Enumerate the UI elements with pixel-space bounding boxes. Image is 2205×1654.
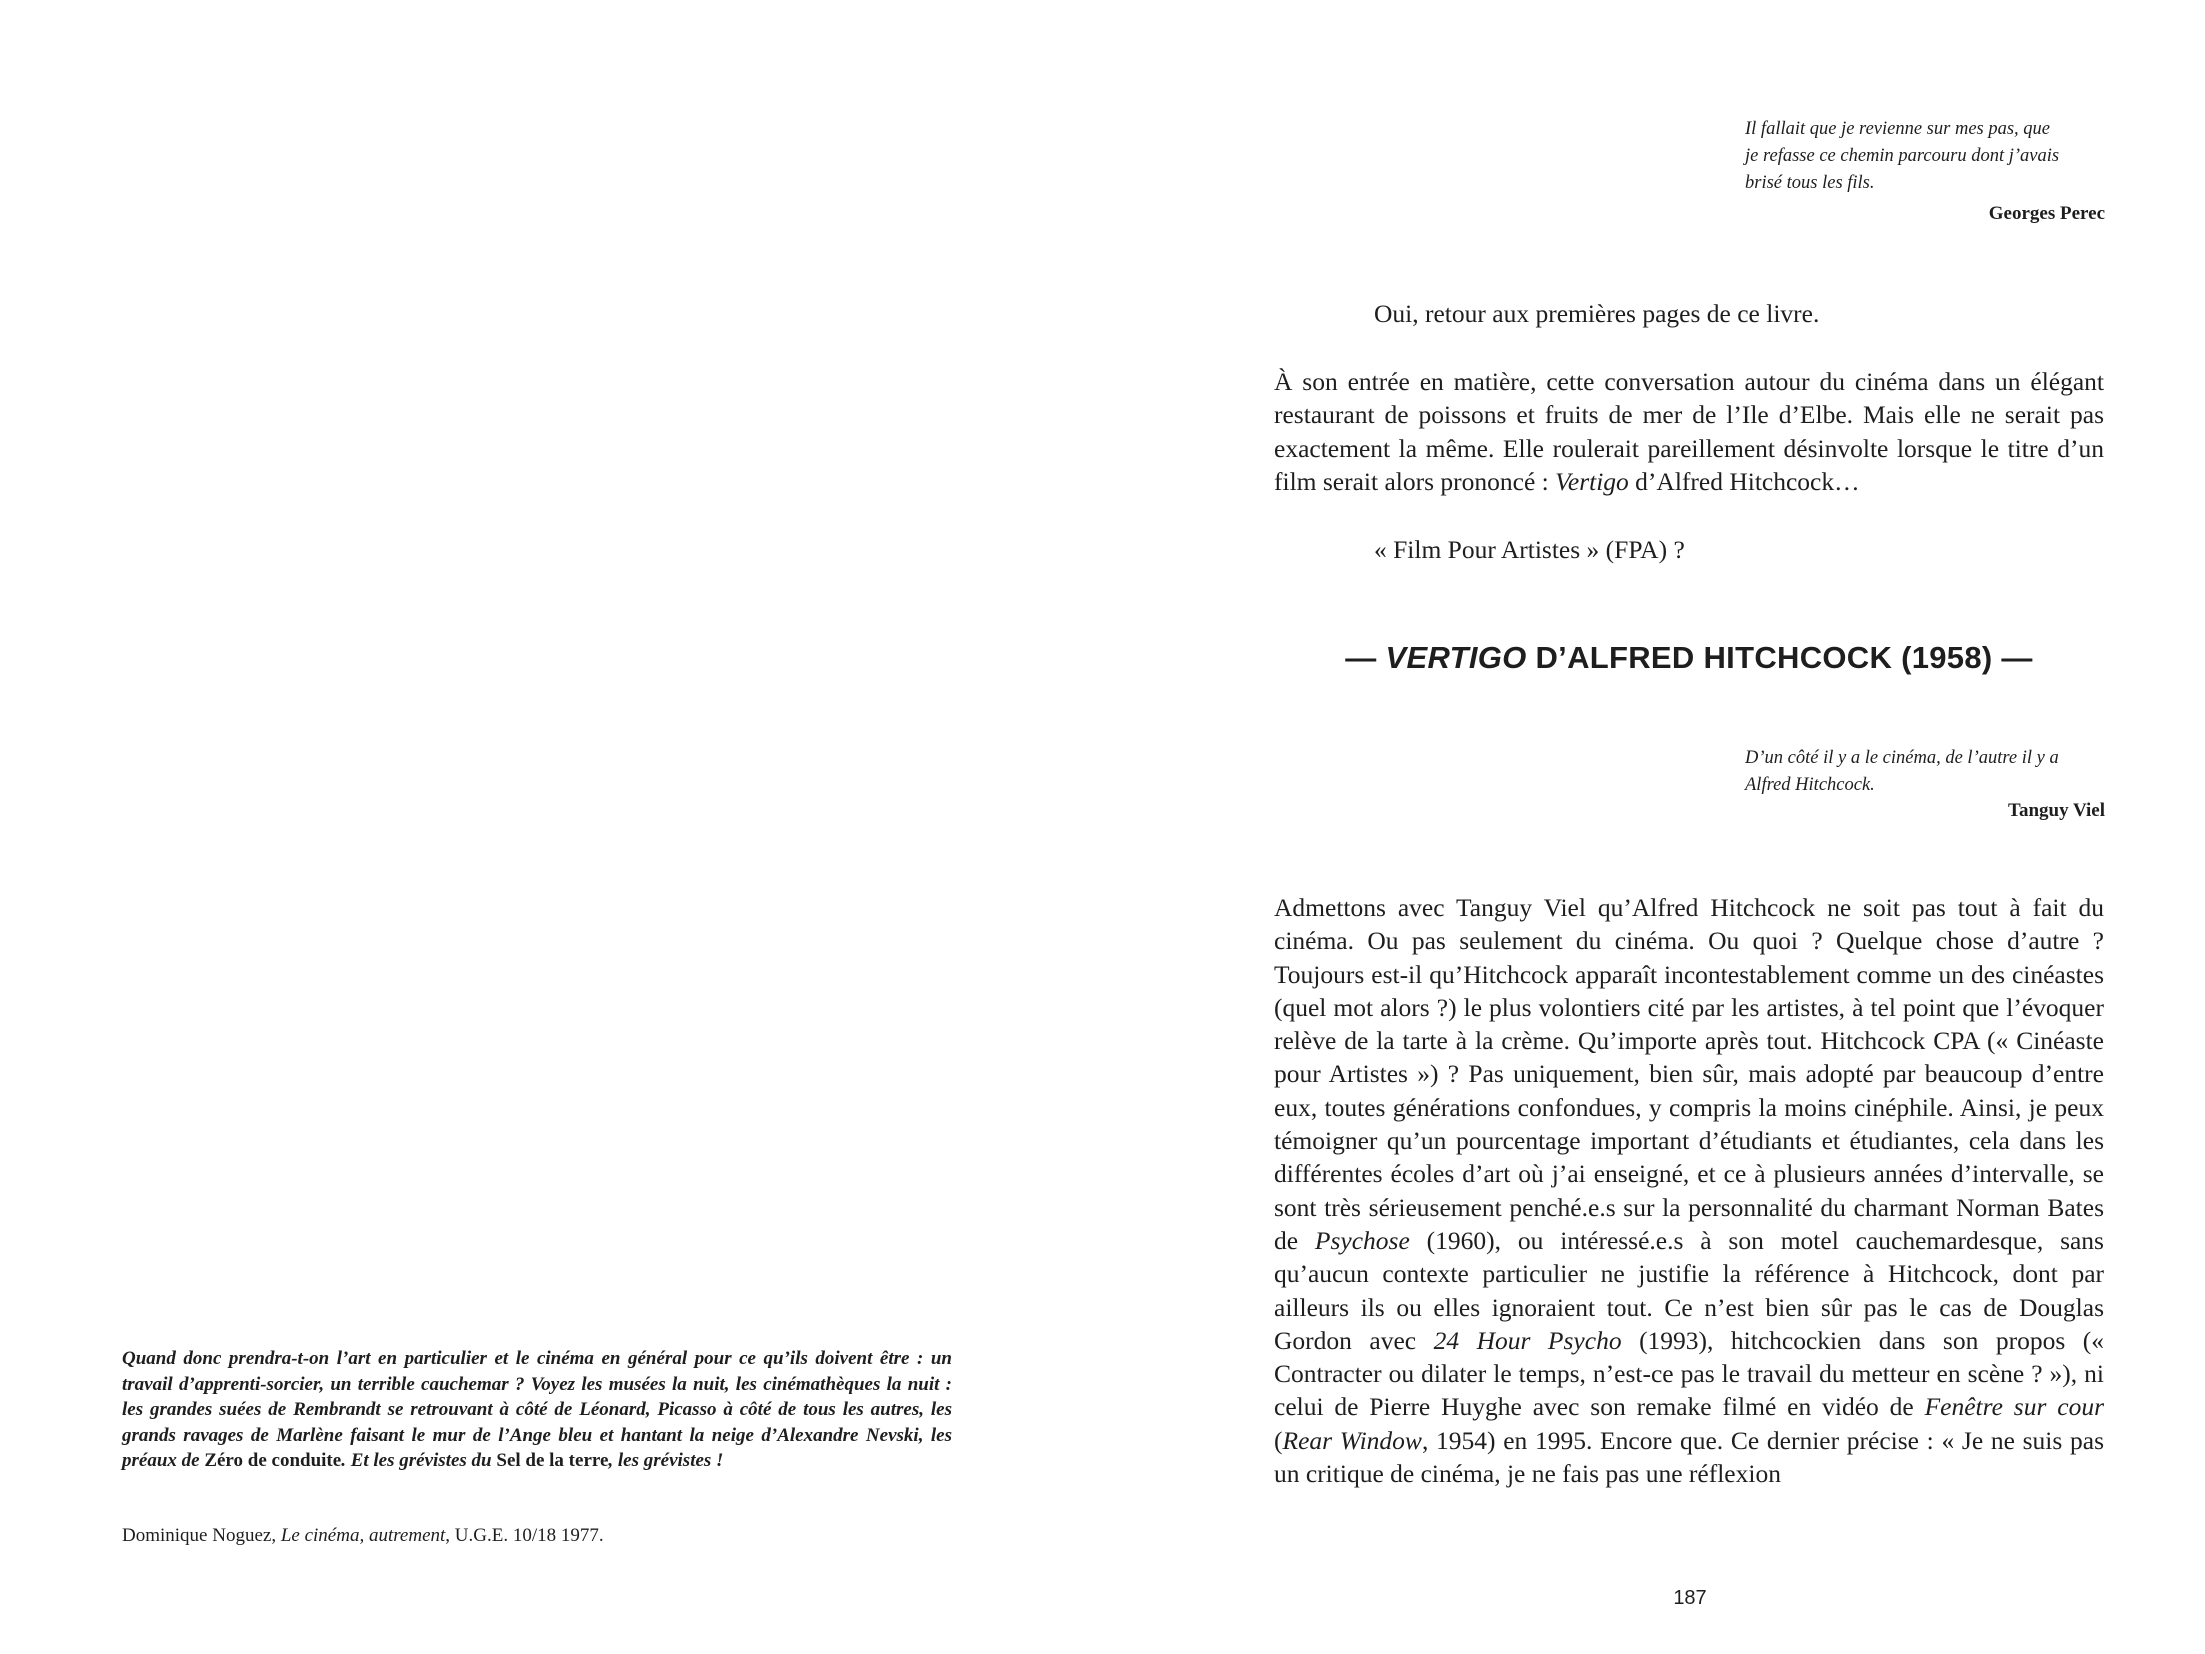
quote-film-title-1: Zéro de conduite (204, 1450, 342, 1471)
main-film-fenetre-sur-cour: Fenêtre sur cour (1924, 1392, 2104, 1422)
conversation-paragraph (1274, 365, 2104, 498)
epigraph-perec-line1: Il fallait que je revienne sur mes pas, que (1745, 119, 2051, 139)
epigraph-viel-author: Tanguy Viel (2008, 800, 2105, 821)
main-text-1: Admettons avec Tanguy Viel qu’Alfred Hitchcock ne soit pas tout à fait du cinéma. Ou pas seulement du cinéma. Ou quoi ? Quelque chose d’autre ? Toujours est-il qu’Hitchcock apparaît incontestablement comme un des cinéastes (quel mot alors ?) le plus volontiers cité par les artistes, à tel point que l’évoquer relève de la tarte à la crème. Qu’importe après tout. Hitchcock CPA (« Cinéaste pour Artistes ») ? Pas uniquement, bien sûr, mais adopté par beaucoup d’entre eux, toutes générations confondues, y compris la moins cinéphile. Ainsi, je peux témoigner qu’un pourcentage important d’étudiants et étudiantes, cela dans les différentes écoles d’art où j’ai enseigné, et ce à plusieurs années d’intervalle, se sont très sérieusement penché.e.s sur la personnalité du charmant Norman Bates de (1274, 893, 2104, 1255)
conversation-text: À son entrée en matière, cette conversation autour du cinéma dans un élégant restaurant de poissons et fruits de mer de l’Ile d’Elbe. Mais elle ne serait pas exactement la même. Elle roulerait pareillement désinvolte lorsque le titre d’un film serait alors prononcé : (1274, 367, 2104, 496)
source-book-title: Le cinéma, autrement (280, 1525, 446, 1546)
main-text-4: ( (1274, 1425, 1283, 1455)
main-text-2: (1960), ou intéressé.e.s à son motel cauchemardesque, sans qu’aucun contexte particulier ne justifie la référence à Hitchcock, dont par ailleurs ils ou elles ignoraient tout. Ce n’est bien sûr pas le cas de Douglas Gordon avec (1274, 1225, 2104, 1355)
main-film-psychose: Psychose (1314, 1225, 1410, 1255)
epigraph-viel-line2: Alfred Hitchcock. (1745, 775, 1875, 795)
source-publisher: , U.G.E. 10/18 1977. (445, 1525, 604, 1546)
conversation-text-end: d’Alfred Hitchcock… (1628, 466, 1860, 496)
page-number: 187 (1673, 1587, 1707, 1609)
main-film-24-hour-psycho: 24 Hour Psycho (1433, 1325, 1622, 1355)
epigraph-viel-line1: D’un côté il y a le cinéma, de l’autre il y a (1745, 748, 2059, 768)
quote-text-2: . Et les grévistes du (341, 1450, 497, 1471)
source-author: Dominique Noguez, (122, 1525, 281, 1546)
quote-text-1: Quand donc prendra-t-on l’art en particulier et le cinéma en général pour ce qu’ils doivent être : un travail d’apprenti-sorcier, un terrible cauchemar ? Voyez les musées la nuit, les cinémathèques la nuit : les grandes suées de Rembrandt se retrouvant à côté de Léonard, Picasso à côté de tous les autres, les grands ravages de Marlène faisant le mur de l’Ange bleu et hantant la neige d’Alexandre Nevski, les préaux de (122, 1348, 952, 1471)
main-text-3: (1993), hitchcockien dans son propos (« Contracter ou dilater le temps, n’est-ce pas le travail du metteur en scène ? »), ni celui de Pierre Huyghe avec son remake filmé en vidéo de (1274, 1325, 2104, 1422)
conversation-film-title: Vertigo (1555, 466, 1629, 496)
section-title-prefix: — (1345, 640, 1386, 675)
epigraph-perec-author: Georges Perec (1988, 203, 2105, 224)
main-film-rear-window: Rear Window (1282, 1425, 1422, 1455)
main-paragraph (1274, 891, 2104, 1490)
section-title (1274, 640, 2104, 676)
epigraph-perec (1745, 116, 2105, 197)
left-epigraph-quote (122, 1346, 952, 1474)
epigraph-perec-line3: brisé tous les fils. (1745, 173, 1875, 193)
epigraph-viel (1745, 745, 2105, 799)
epigraph-perec-line2: je refasse ce chemin parcouru dont j’avais (1745, 146, 2060, 166)
fpa-paragraph: « Film Pour Artistes » (FPA) ? (1374, 535, 1685, 564)
quote-text-3: , les grévistes ! (608, 1450, 724, 1471)
main-text-5: , 1954) en 1995. Encore que. Ce dernier précise : « Je ne suis pas un critique de cinéma, je ne fais pas une réflexion (1274, 1425, 2104, 1489)
quote-film-title-2: Sel de la terre (496, 1450, 609, 1471)
intro-paragraph: Oui, retour aux premières pages de ce livre. (1374, 299, 1820, 328)
section-title-film: VERTIGO (1385, 640, 1527, 675)
left-epigraph-source (122, 1524, 952, 1548)
section-title-rest: D’ALFRED HITCHCOCK (1958) — (1526, 640, 2033, 675)
